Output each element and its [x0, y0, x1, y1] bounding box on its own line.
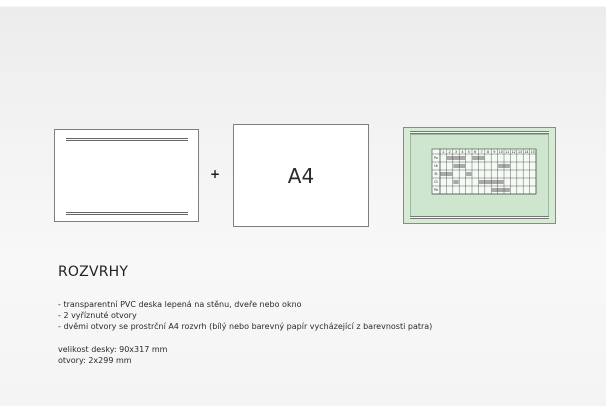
- schedule-day-label: Čt: [434, 180, 438, 185]
- schedule-hour-label: 12: [511, 150, 516, 154]
- pvc-board-illustration: [54, 129, 199, 222]
- board-size: velikost desky: 90x317 mm: [58, 345, 168, 354]
- a4-paper-label: A4: [287, 163, 315, 188]
- combined-bottom-slot: [410, 216, 549, 219]
- a4-paper-illustration: [233, 124, 369, 227]
- schedule-hour-label: 6: [474, 150, 477, 154]
- schedule-day-label: Pá: [434, 188, 438, 193]
- schedule-grid: [430, 147, 538, 201]
- feature-item: - dvěmi otvory se prostrční A4 rozvrh (bílý nebo barevný papír vycházející z barevnosti patra): [58, 321, 432, 332]
- feature-item: - transparentní PVC deska lepená na stěnu, dveře nebo okno: [58, 299, 432, 310]
- schedule-hour-label: 9: [493, 150, 496, 154]
- board-top-slot: [66, 138, 188, 141]
- combined-top-slot: [410, 131, 549, 134]
- schedule-hour-label: 10: [498, 150, 503, 154]
- product-title: ROZVRHY: [58, 264, 129, 280]
- schedule-hour-label: 5: [467, 150, 470, 154]
- schedule-hour-label: 13: [517, 150, 523, 154]
- schedule-hour-label: 7: [480, 150, 483, 154]
- schedule-hour-label: 2: [448, 150, 451, 154]
- feature-item: - 2 vyříznuté otvory: [58, 310, 432, 321]
- combined-board-illustration: [403, 127, 556, 224]
- lesson-block: [492, 188, 510, 192]
- board-bottom-slot: [66, 212, 188, 215]
- schedule-hour-label: 8: [486, 150, 490, 154]
- openings-size: otvory: 2x299 mm: [58, 356, 132, 365]
- specifications: [58, 344, 167, 366]
- plus-sign: +: [209, 167, 221, 181]
- schedule-hour-label: 11: [505, 150, 510, 154]
- schedule-frame: [432, 149, 536, 194]
- schedule-day-label: Po: [434, 156, 438, 161]
- lesson-block: [453, 180, 458, 184]
- schedule-day-label: St: [434, 172, 438, 177]
- feature-list: [58, 299, 432, 332]
- schedule-hour-label: 4: [461, 150, 464, 154]
- lesson-block: [447, 156, 465, 160]
- schedule-hour-label: 14: [524, 150, 529, 154]
- schedule-hour-label: 3: [454, 150, 458, 154]
- schedule-hour-label: 1: [442, 150, 445, 154]
- lesson-block: [466, 172, 471, 176]
- schedule-day-label: Út: [434, 164, 438, 169]
- schedule-hour-label: 15: [530, 150, 535, 154]
